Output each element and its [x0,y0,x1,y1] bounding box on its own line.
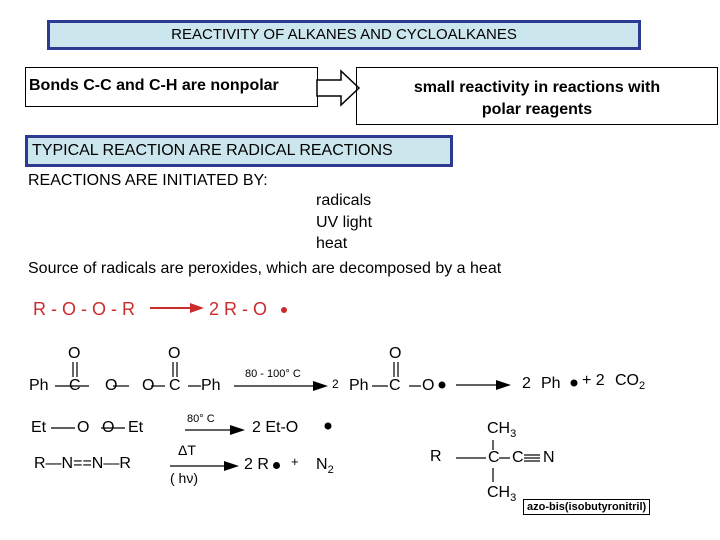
reactivity-line-2: polar reagents [481,101,593,118]
initiator-uv-light: UV light [316,214,373,231]
phenyl-radical: Ph [541,375,561,392]
azo-structure-c: C [488,449,500,466]
ch3-bottom-label: CH [487,484,511,501]
reactivity-line-1: small reactivity in reactions with [413,79,661,96]
ch3-bottom-sub: 3 [510,492,517,505]
azo-structure-ch3-bottom [487,484,516,504]
benzoyl-o-2: O [142,377,155,394]
azo-radical-dot-icon [273,462,280,469]
initiator-radicals: radicals [316,192,372,209]
benzoyl-product-o: O [422,377,435,394]
azo-structure-n: N [543,449,555,466]
peroxide-reactant: R - O - O - R [33,299,135,319]
page-title: REACTIVITY OF ALKANES AND CYCLOALKANES [47,20,641,50]
initiated-heading: REACTIONS ARE INITIATED BY: [28,172,268,189]
initiator-heat: heat [316,235,348,252]
azo-product-radical: 2 R [244,456,269,473]
benzoyl-product-ph: Ph [349,377,369,394]
source-text: Source of radicals are peroxides, which are decomposed by a heat [28,260,502,277]
benzoyl-condition: 80 - 100° C [245,368,301,380]
radical-dot-icon [281,307,287,313]
azo-n2 [316,456,334,476]
benzoyl-o-1: O [105,377,118,394]
ethyl-et-1: Et [31,419,47,436]
azo-structure-c-nitrile: C [512,449,524,466]
benzoyl-ph-2: Ph [201,377,221,394]
reactivity-box [356,67,718,125]
peroxide-product: 2 R - O [209,299,268,319]
benzoyl-o-top-1: O [68,345,81,362]
phenyl-radical-coefficient: 2 [522,375,531,392]
benzoyl-c-2: C [169,377,181,394]
co2-label: CO [615,372,639,389]
ethyl-et-2: Et [128,419,144,436]
azo-condition-heat: ΔT [178,442,196,458]
co2-subscript: 2 [639,380,646,393]
ethyl-o-1: O [77,419,90,436]
bonds-nonpolar-box: Bonds C-C and C-H are nonpolar [25,67,318,107]
benzoyl-product-c: C [389,377,401,394]
ch3-top-sub: 3 [510,428,517,441]
benzoyl-product-o-top: O [389,345,402,362]
azo-structure-r: R [430,448,442,465]
benzoyl-coefficient: 2 [332,377,339,391]
ch3-top-label: CH [487,420,511,437]
ethyl-product: 2 Et-O [252,419,299,436]
benzoyl-ph-1: Ph [29,377,49,394]
azo-plus: + [291,454,299,469]
ethyl-o-2: O [102,419,115,436]
azo-caption: azo-bis(isobutyronitril) [523,499,650,515]
azo-structure-ch3-top [487,420,516,440]
typical-reactions-box: TYPICAL REACTION ARE RADICAL REACTIONS [25,135,453,167]
co2 [615,372,645,392]
benzoyl-c-1: C [69,377,81,394]
co2-plus: + 2 [582,372,605,389]
ethyl-condition: 80° C [187,413,215,425]
n2-label: N [316,456,328,473]
benzoyl-o-top-2: O [168,345,181,362]
azo-condition-light: ( hν) [170,470,198,486]
azo-reactant: R—N==N—R [34,455,131,472]
n2-subscript: 2 [327,464,334,477]
peroxide-arrow-icon [150,300,206,316]
